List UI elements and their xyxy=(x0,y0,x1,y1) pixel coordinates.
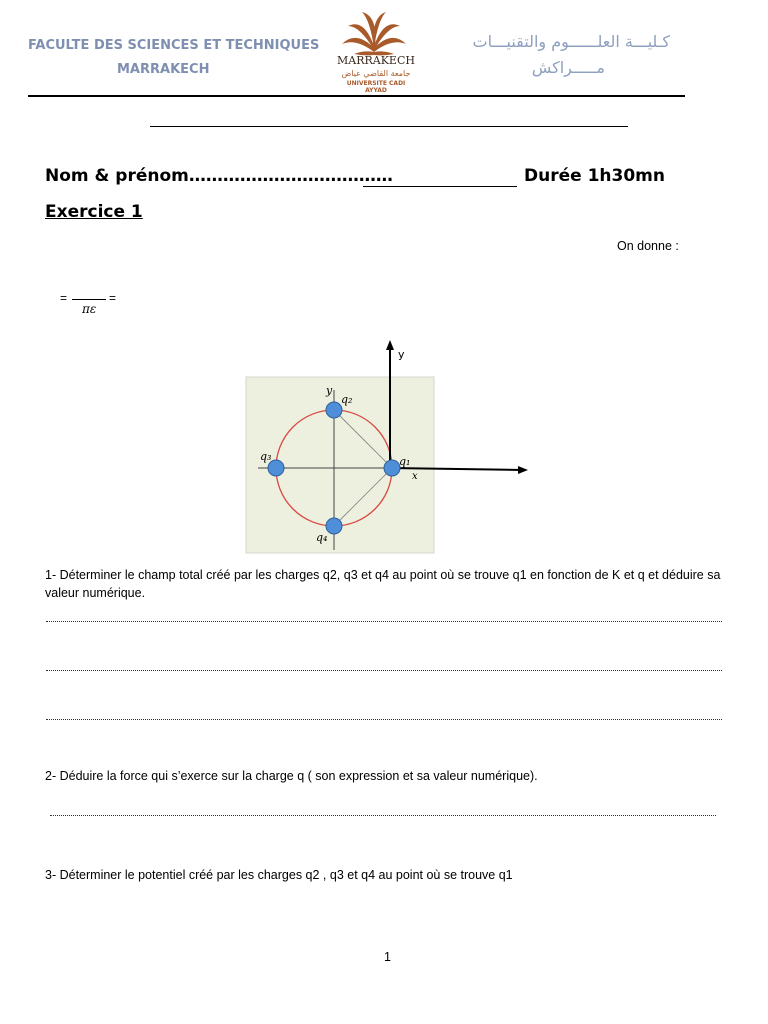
duration-label: Durée 1h30mn xyxy=(524,166,665,186)
charge-q1 xyxy=(384,460,400,476)
faculty-city: MARRAKECH xyxy=(117,62,210,77)
faculty-name: FACULTE DES SCIENCES ET TECHNIQUES xyxy=(28,38,320,53)
fraction-bar xyxy=(72,299,106,300)
question-3: 3- Déterminer le potentiel créé par les charges q2 , q3 et q4 au point où se trouve q1 xyxy=(45,868,513,882)
logo-text-arabic: جامعة القاضي عياض xyxy=(341,69,411,78)
inner-x-label: x xyxy=(412,471,418,482)
label-q2: q₂ xyxy=(341,393,353,406)
question-2: 2- Déduire la force qui s’exerce sur la charge q ( son expression et sa valeur numérique). xyxy=(45,769,538,783)
charges-diagram xyxy=(244,338,534,560)
answer-line-2 xyxy=(46,670,722,671)
title-blank-line xyxy=(150,126,628,127)
x-arrow-icon xyxy=(518,466,528,474)
y-arrow-icon xyxy=(386,340,394,350)
charge-q2 xyxy=(326,402,342,418)
logo-text-university: UNIVERSITE CADI AYYAD xyxy=(346,80,406,94)
formula-equals-left: = xyxy=(60,291,68,305)
charges-figure xyxy=(244,338,534,560)
formula-equals-right: = xyxy=(109,291,117,305)
page-number: 1 xyxy=(384,950,391,964)
inner-y-label: y xyxy=(326,384,333,397)
faculty-city-arabic: مـــــراكش xyxy=(531,58,605,77)
constant-formula xyxy=(60,291,130,321)
label-q3: q₃ xyxy=(260,450,272,463)
formula-denominator: πε xyxy=(82,302,97,316)
given-label: On donne : xyxy=(617,239,679,253)
name-field-label: Nom & prénom……………………………… xyxy=(45,166,393,186)
charge-q4 xyxy=(326,518,342,534)
answer-line-1 xyxy=(46,621,722,622)
outer-y-label: y xyxy=(398,348,405,361)
exercise-title: Exercice 1 xyxy=(45,202,143,222)
answer-line-4 xyxy=(50,815,716,816)
header-divider xyxy=(28,95,685,97)
label-q4: q₄ xyxy=(316,531,328,544)
name-underline xyxy=(363,186,517,187)
logo-text-main: MARRAKECH xyxy=(337,54,415,67)
question-1: 1- Déterminer le champ total créé par les charges q2, q3 et q4 au point où se trouve q1 en fonction de K et q et déduire sa valeur numérique. xyxy=(45,568,721,600)
faculty-name-arabic: كـليـــة العلــــــوم والتقنيـــات xyxy=(472,32,670,51)
label-q1: q₁ xyxy=(399,455,411,468)
answer-line-3 xyxy=(46,719,722,720)
